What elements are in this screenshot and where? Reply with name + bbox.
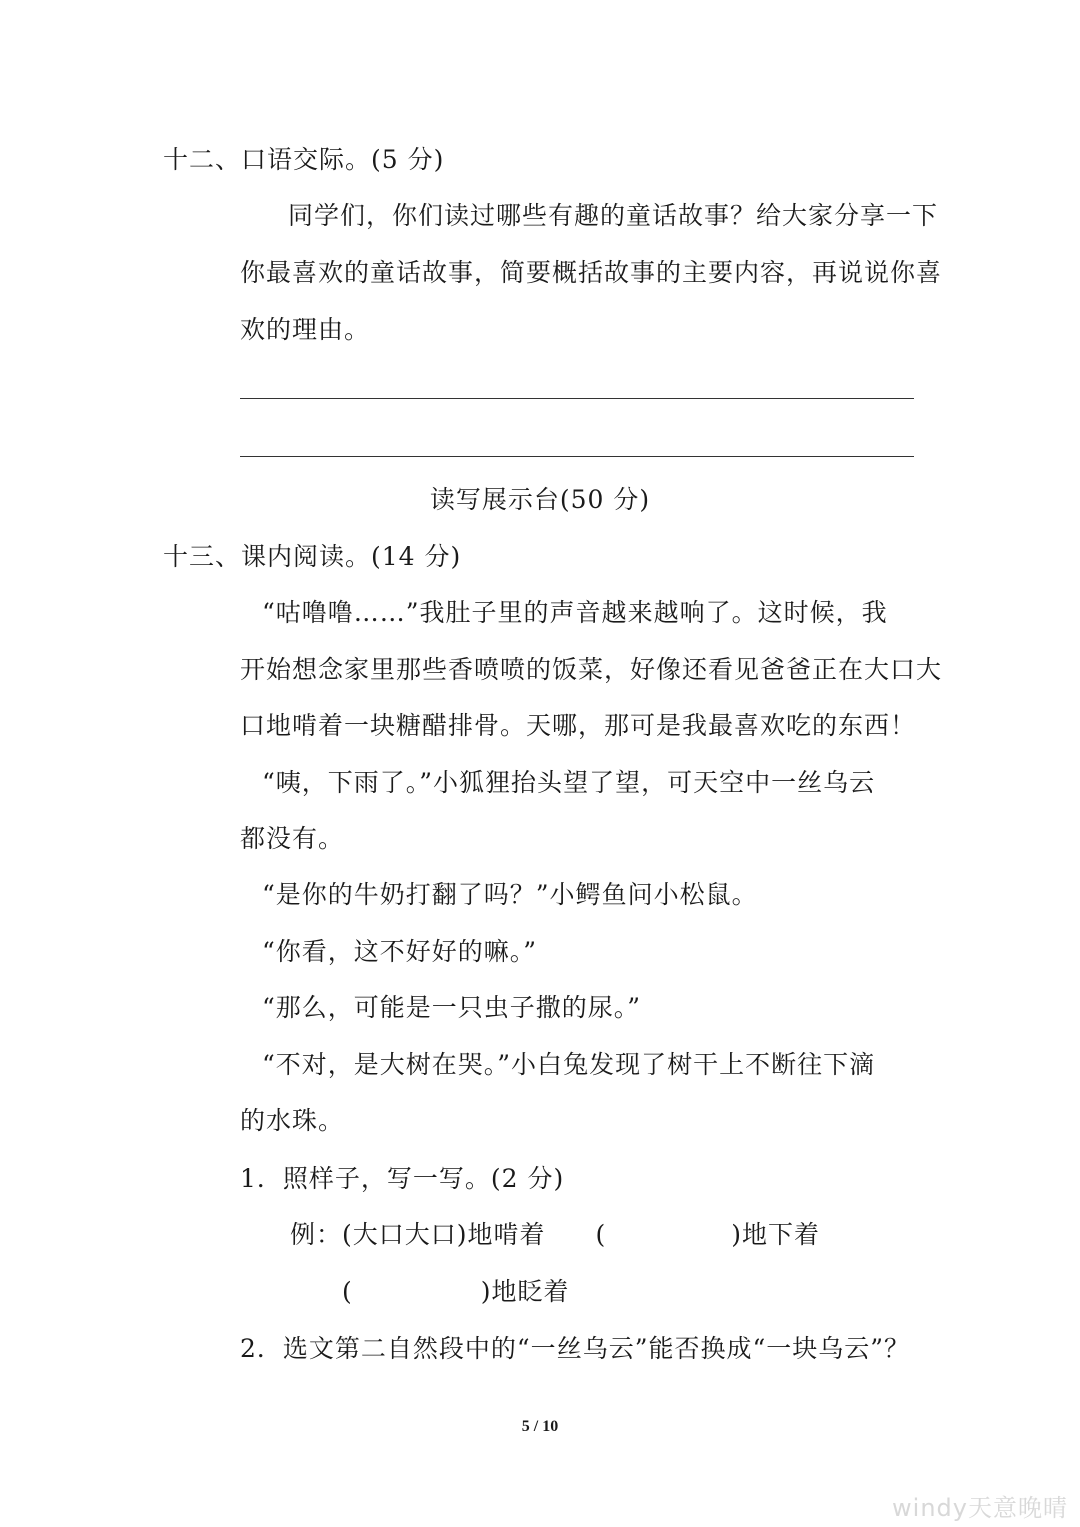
- passage-line-7: “你看，这不好好的嘛。”: [262, 937, 538, 966]
- watermark: windy天意晚晴: [892, 1494, 1068, 1522]
- q1-example-row: [290, 1217, 820, 1253]
- q1-row2: [342, 1274, 570, 1310]
- answer-line-1: [240, 398, 914, 399]
- q1-blank1-close: )地下着: [731, 1220, 821, 1249]
- passage-line-6: “是你的牛奶打翻了吗？”小鳄鱼问小松鼠。: [262, 880, 758, 909]
- passage-line-8: “那么，可能是一只虫子撒的尿。”: [262, 993, 642, 1022]
- q1-blank1-open: (: [595, 1220, 607, 1249]
- passage-line-3: 口地啃着一块糖醋排骨。天哪，那可是我最喜欢吃的东西！: [240, 711, 917, 740]
- passage-line-10: 的水珠。: [240, 1106, 345, 1135]
- passage-line-4: “咦，下雨了。”小狐狸抬头望了望，可天空中一丝乌云: [262, 768, 876, 797]
- section12-line-3: 欢的理由。: [240, 315, 371, 344]
- q1-blank2-open: (: [342, 1277, 353, 1306]
- q1-blank2-close: )地眨着: [480, 1277, 570, 1306]
- passage-line-1: “咕噜噜……”我肚子里的声音越来越响了。这时候，我: [262, 598, 888, 627]
- q2-title: 2．选文第二自然段中的“一丝乌云”能否换成“一块乌云”？: [240, 1334, 911, 1363]
- section12-title: 十二、口语交际。(5 分): [163, 145, 445, 174]
- passage-line-5: 都没有。: [240, 824, 345, 853]
- section13-title: 十三、课内阅读。(14 分): [163, 542, 462, 571]
- section12-line-1: 同学们，你们读过哪些有趣的童话故事？给大家分享一下: [288, 201, 939, 230]
- q1-example: 例：(大口大口)地啃着: [290, 1220, 546, 1249]
- section12-line-2: 你最喜欢的童话故事，简要概括故事的主要内容，再说说你喜: [240, 258, 943, 287]
- q1-title: 1．照样子，写一写。(2 分): [240, 1164, 565, 1193]
- answer-line-2: [240, 456, 914, 457]
- passage-line-2: 开始想念家里那些香喷喷的饭菜，好像还看见爸爸正在大口大: [240, 655, 943, 684]
- passage-line-9: “不对，是大树在哭。”小白兔发现了树干上不断往下滴: [262, 1050, 876, 1079]
- section-heading: 读写展示台(50 分): [429, 485, 651, 514]
- page-number: 5 / 10: [521, 1418, 559, 1435]
